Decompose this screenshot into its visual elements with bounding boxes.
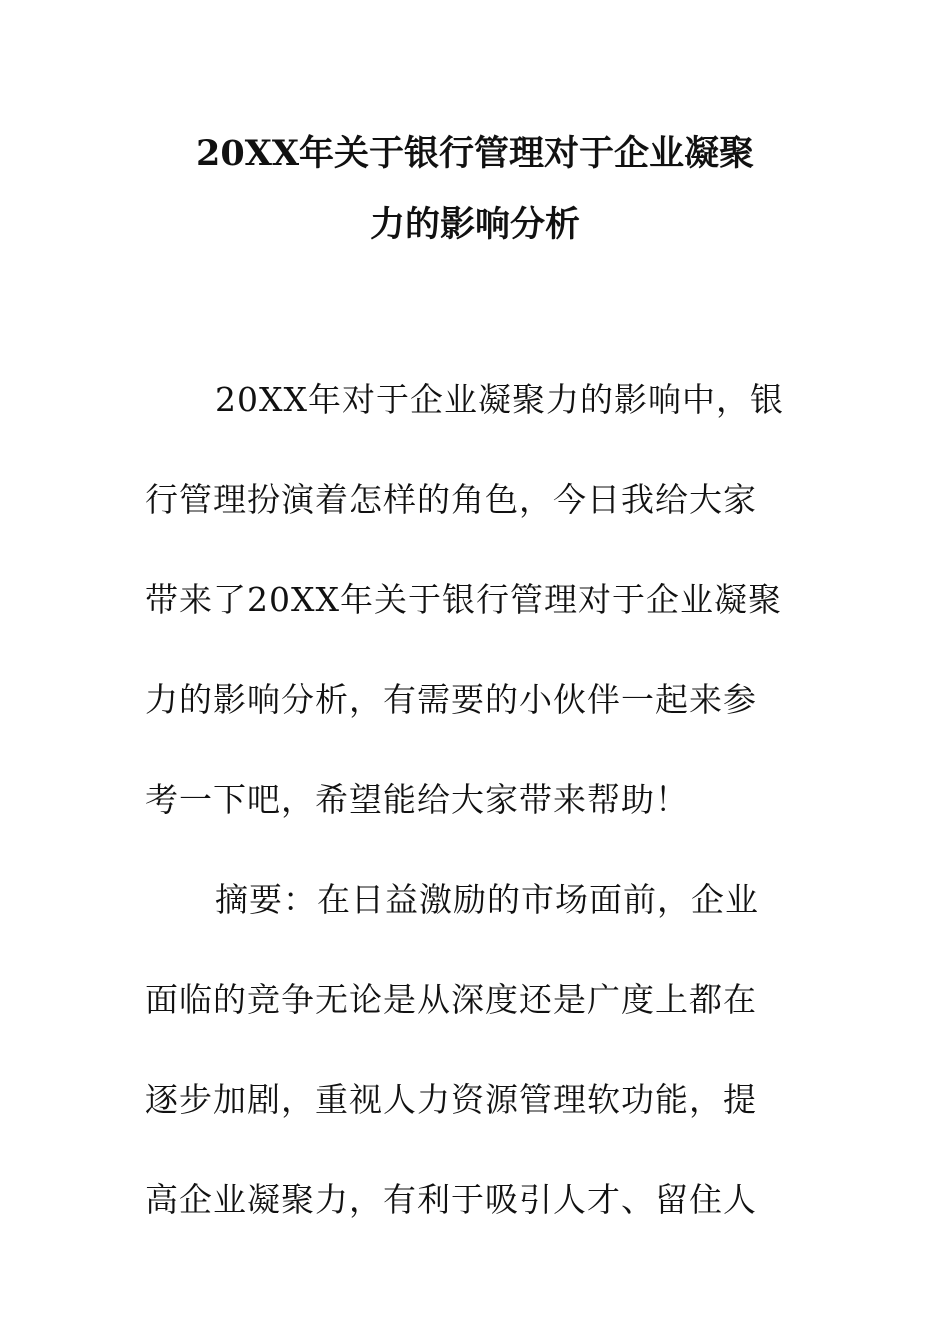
paragraph-2-line-3: 逐步加剧，重视人力资源管理软功能，提 [145,1080,757,1119]
paragraph-1-line-5: 考一下吧，希望能给大家带来帮助！ [145,780,689,819]
paragraph-2-line-1: 摘要：在日益激励的市场面前，企业 [215,880,759,919]
paragraph-2-line-4: 高企业凝聚力，有利于吸引人才、留住人 [145,1180,757,1219]
paragraph-1-line-2: 行管理扮演着怎样的角色，今日我给大家 [145,480,757,519]
paragraph-2-line-2: 面临的竞争无论是从深度还是广度上都在 [145,980,757,1019]
document-title-line-1: 20XX年关于银行管理对于企业凝聚 [195,133,755,174]
paragraph-1-line-3: 带来了20XX年关于银行管理对于企业凝聚 [145,580,782,619]
paragraph-1-line-4: 力的影响分析，有需要的小伙伴一起来参 [145,680,757,719]
paragraph-1-line-1: 20XX年对于企业凝聚力的影响中，银 [215,380,784,419]
document-title-line-2: 力的影响分析 [369,204,580,245]
